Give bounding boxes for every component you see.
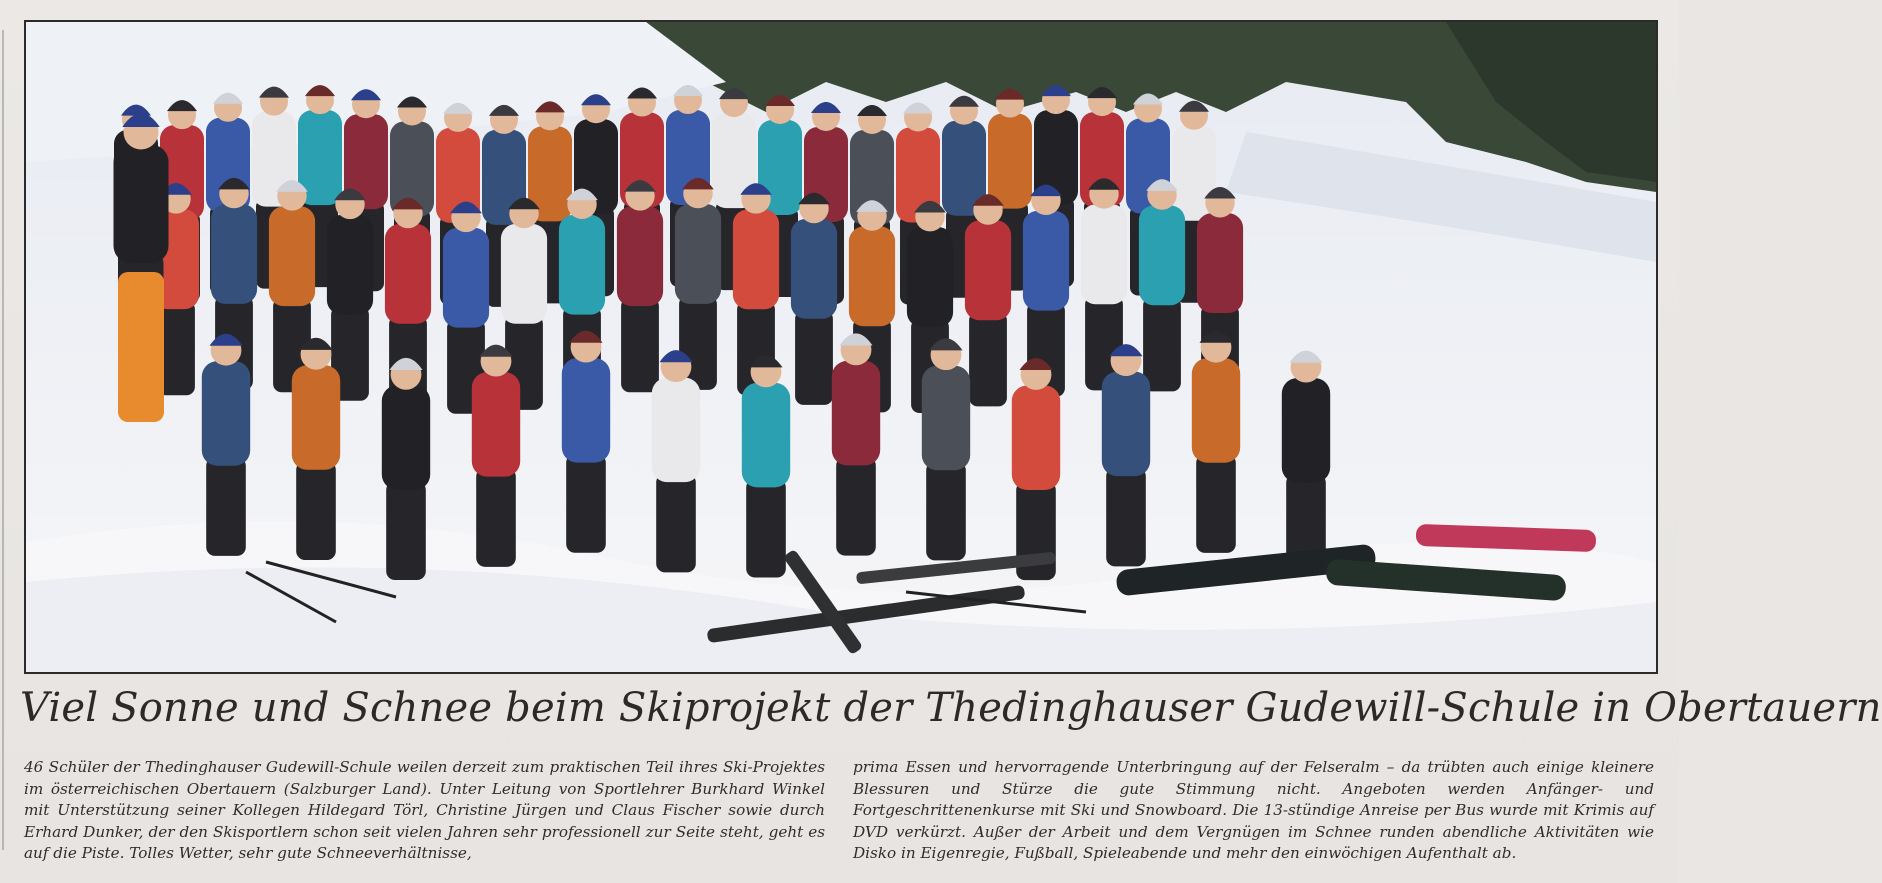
student-figure (922, 338, 970, 560)
student-figure (472, 345, 520, 567)
student-figure (832, 333, 880, 555)
orange-ski-pants (118, 272, 164, 422)
article-headline: Viel Sonne und Schnee beim Skiprojekt der Thedinghauser Gudewill-Schule in Obertauern (20, 685, 1882, 731)
article-body (24, 757, 1654, 867)
group-photo (24, 20, 1658, 674)
student-figure (1282, 351, 1330, 573)
student-figure (562, 331, 610, 553)
article-column-left: 46 Schüler der Thedinghauser Gudewill-Schule weilen derzeit zum praktischen Teil ihres Ski-Projektes im österreichischen Obertauern (Salzburger Land). Unter Leitung von Sportlehrer Burkhard Winkel mit Unterstützung seiner Kollegen Hildegard Törl, Christine Jürgen und Claus Fischer sowie durch Erhard Dunker, der den Skisportlern schon seit vielen Jahren sehr professionell zur Seite steht, geht es auf die Piste. Tolles Wetter, sehr gute Schneeverhältnisse, (24, 758, 825, 862)
student-figure (652, 350, 700, 572)
student-figure (965, 194, 1011, 406)
student-figure (1012, 358, 1060, 580)
student-figure (382, 358, 430, 580)
student-figure (292, 338, 340, 560)
student-figure (1102, 344, 1150, 566)
student-figure (617, 180, 663, 392)
student-figure (1139, 179, 1185, 391)
student-figure (1192, 331, 1240, 553)
student-figure (202, 334, 250, 556)
student-figure (742, 355, 790, 577)
ski-group-illustration (26, 22, 1656, 672)
page-edge-line (2, 30, 4, 850)
article-column-right: prima Essen und hervorragende Unterbringung auf der Felseralm – da trübten auch einige kleinere Blessuren und Stürze die gute Stimmung nicht. Angeboten werden Anfänger- und Fortgeschrittenenkurse mit Ski und Snowboard. Die 13-stündige Anreise per Bus wurde mit Krimis auf DVD verkürzt. Außer der Arbeit und dem Vergnügen im Schnee runden abendliche Aktivitäten wie Disko in Eigenregie, Fußball, Spieleabende und mehr den einwöchigen Aufenthalt ab. (853, 758, 1654, 862)
student-figure (791, 193, 837, 405)
